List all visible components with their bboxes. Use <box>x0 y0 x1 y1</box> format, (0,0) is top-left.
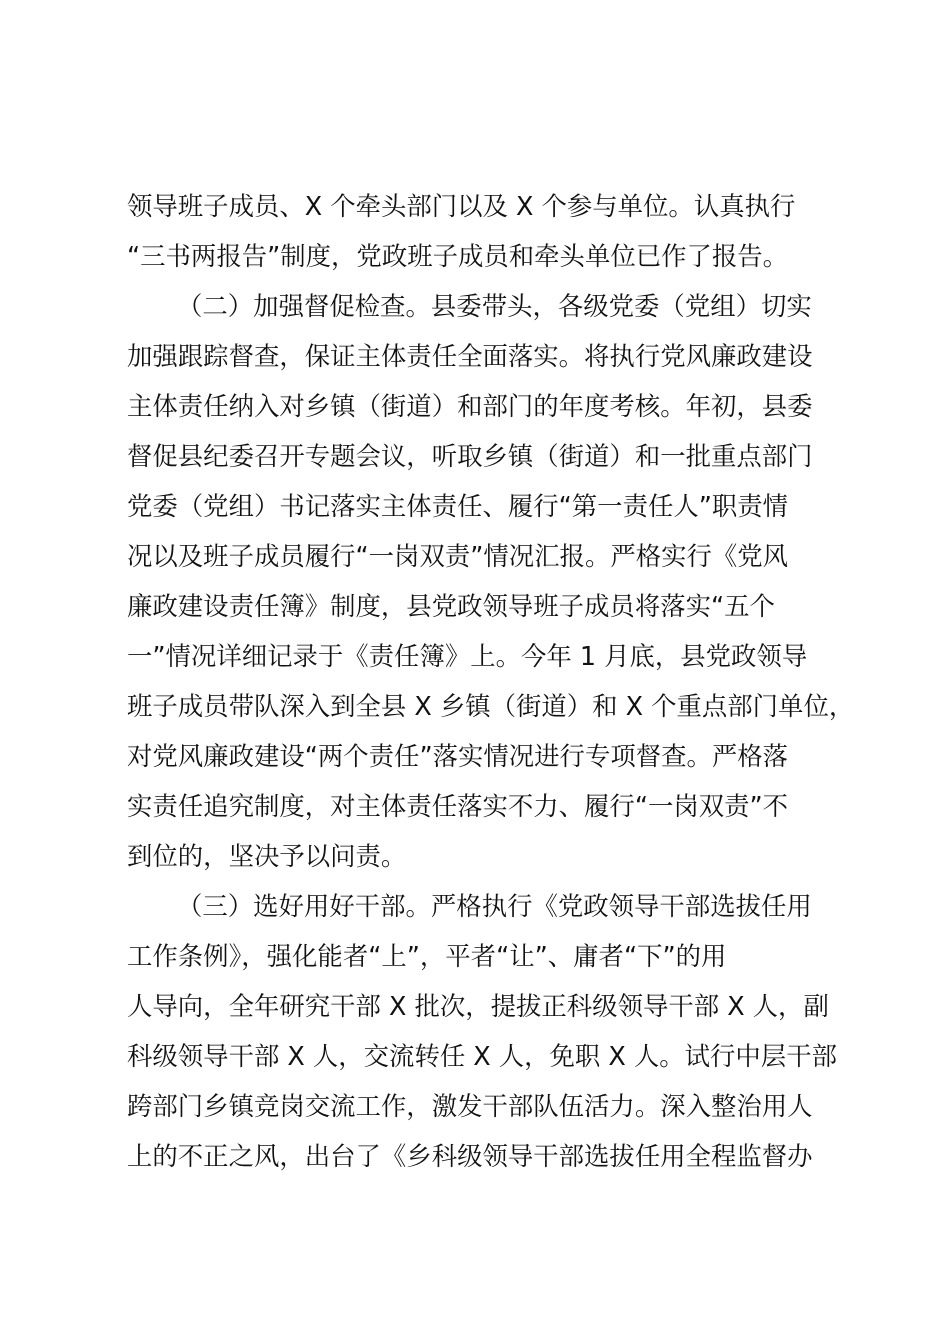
text-line: 领导班子成员、X 个牵头部门以及 X 个参与单位。认真执行 <box>127 191 796 221</box>
text-line: 到位的，坚决予以问责。 <box>127 841 407 871</box>
text-line: 廉政建设责任簿》制度，县党政领导班子成员将落实“五个 <box>127 591 775 621</box>
text-line: 工作条例》，强化能者“上”，平者“让”、庸者“下”的用 <box>127 941 727 971</box>
text-line: 一”情况详细记录于《责任簿》上。今年 1 月底，县党政领导 <box>127 641 808 671</box>
text-line: 党委（党组）书记落实主体责任、履行“第一责任人”职责情 <box>127 491 789 521</box>
text-line: 实责任追究制度，对主体责任落实不力、履行“一岗双责”不 <box>127 791 789 821</box>
text-line: 对党风廉政建设“两个责任”落实情况进行专项督查。严格落 <box>127 741 789 771</box>
text-line: 况以及班子成员履行“一岗双责”情况汇报。严格实行《党风 <box>127 541 789 571</box>
text-line: 上的不正之风，出台了《乡科级领导干部选拔任用全程监督办 <box>127 1141 813 1171</box>
text-line: “三书两报告”制度，党政班子成员和牵头单位已作了报告。 <box>127 241 789 271</box>
text-line: 班子成员带队深入到全县 X 乡镇（街道）和 X 个重点部门单位， <box>127 691 855 721</box>
text-line: 主体责任纳入对乡镇（街道）和部门的年度考核。年初，县委 <box>127 391 813 421</box>
section-heading-line: （二）加强督促检查。县委带头，各级党委（党组）切实 <box>177 291 812 321</box>
text-line: 跨部门乡镇竞岗交流工作，激发干部队伍活力。深入整治用人 <box>127 1091 813 1121</box>
text-line: 督促县纪委召开专题会议，听取乡镇（街道）和一批重点部门 <box>127 441 813 471</box>
section-heading-line: （三）选好用好干部。严格执行《党政领导干部选拔任用 <box>177 891 812 921</box>
text-line: 科级领导干部 X 人，交流转任 X 人，免职 X 人。试行中层干部 <box>127 1041 837 1071</box>
text-line: 人导向，全年研究干部 X 批次，提拔正科级领导干部 X 人，副 <box>127 991 829 1021</box>
text-line: 加强跟踪督查，保证主体责任全面落实。将执行党风廉政建设 <box>127 341 813 371</box>
